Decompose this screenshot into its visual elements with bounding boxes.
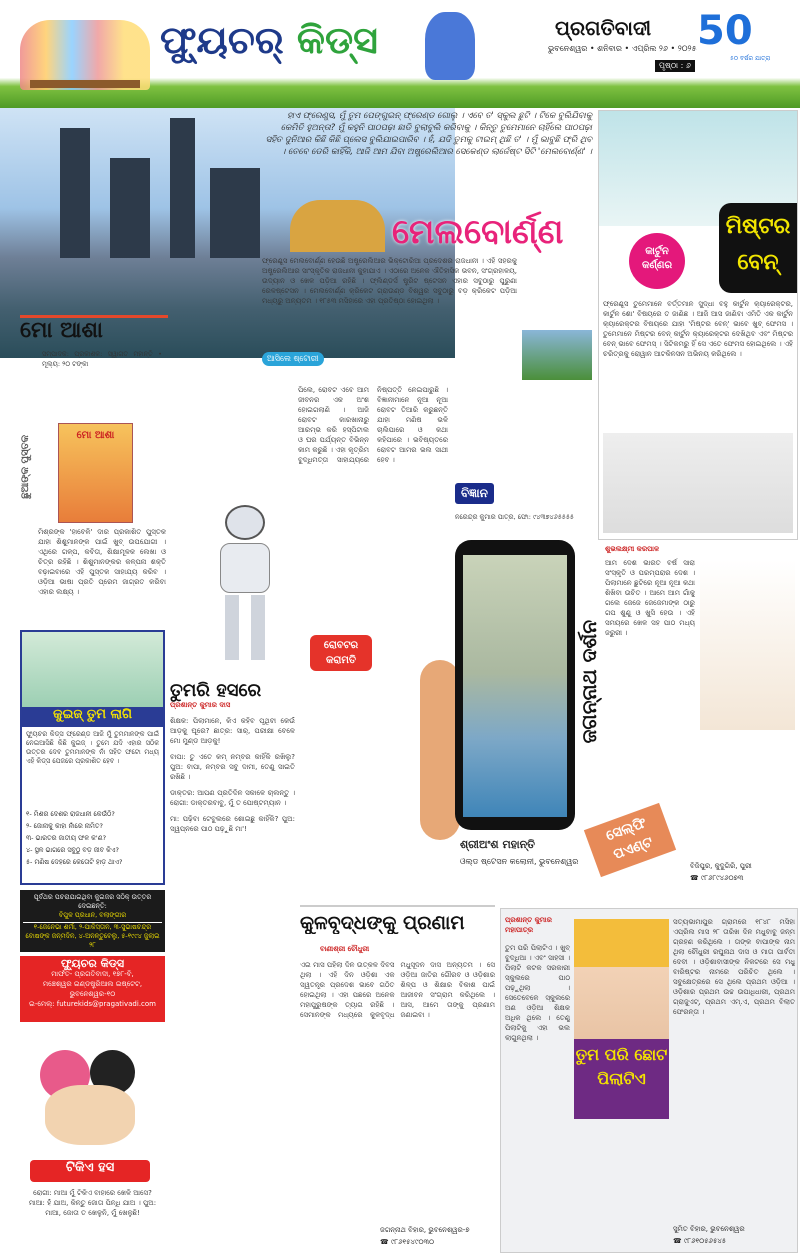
madhusudan-headline: ତୁମ ପରି ଛୋଟ ପିଲାଟିଏ <box>574 1039 669 1119</box>
drawing-address: ବିଜିପୁର, କୁଦୁଗିରି, ପୁରୀ <box>690 862 752 870</box>
building <box>210 168 260 258</box>
jokes-headline: ତୁମରି ହସରେ <box>170 680 262 701</box>
hand-illustration <box>420 660 460 840</box>
madhusudan-phone: ☎ ୯୮୬୧୦୫୬୫୪୫ <box>673 1237 727 1245</box>
divider <box>300 905 495 907</box>
science-author: ନରେନ୍ଦ୍ର କୁମାର ପାତ୍ର, ଫୋ: ୯୪୩୭୪୬୫୫୫୫ <box>455 513 574 521</box>
madhusudan-body-left: ତୁମ ପରି ପିଲାଟିଏ । ଖୁବ୍ ବୁଦ୍ଧିଆ । ଏବଂ ସାହସୀ । ପିଲାଟି କଟକ ସରକାରୀ ସ୍କୁଲରେ ପାଠ ପଢ଼ୁଥିଲା । ସେତେବେଳେ ସ୍କୁଲରେ ଅଣ ଓଡ଼ିଆ ଶିକ୍ଷକ ଅଧିକ ଥିଲେ । ତେଣୁ ପିଲାଟିକୁ ଏହା ଭଲ ଲାଗୁନଥିଲା । <box>505 944 570 1042</box>
cartoon-corner-badge: କାର୍ଟୁନ କର୍ଣ୍ଣର <box>629 233 685 289</box>
quiz-answers: ୧-ଜେନେଭା ଶର୍ମା, ୨-ପାକିସ୍ତାନ, ୩-ସୁଭାଷଚନ୍ଦ୍ର ବୋଷଙ୍କ ଜନ୍ମଦିନ, ୪-ଅନନ୍ତୁବେଲୁ, ୫-୧୯୯୪ ଜୁଲାଇ ୨୮ <box>23 922 162 950</box>
joke-item: ବାପା: ତୁ ଏତେ କମ୍ ନମ୍ବର କାହିଁକି ରଖିଲୁ? ପୁଅ: ବାପା, ନମ୍ବର ସବୁ ଦାମୀ, ତେଣୁ ସାଇତି ରଖିଛି । <box>170 753 295 781</box>
melbourne-body: ଫ୍ରେଣ୍ଡ୍ସ ମେଲବୋର୍ଣ୍ଣ ହେଉଛି ଅଷ୍ଟ୍ରେଲିଆର ଭିକ୍ଟୋରିଆ ପ୍ରଦେଶର ରାଜଧାନୀ । ଏହି ସହରକୁ ଅଷ୍ଟ୍ରେଲିଆର ସାଂସ୍କୃତିକ ରାଜଧାନୀ କୁହାଯାଏ । ଏଠାରେ ଅନେକ ଐତିହାସିକ ଭବନ, ସଂଗ୍ରହାଳୟ, ଉଦ୍ୟାନ ଓ ଖେଳ ପଡ଼ିଆ ରହିଛି । ଫ୍ଲିଣ୍ଡର୍ସ ଷ୍ଟ୍ରିଟ ଷ୍ଟେସନ ଏହାର ସବୁଠାରୁ ପୁରୁଣା ରେଳଷ୍ଟେସନ । ମେଲବୋର୍ଣ୍ଣ କ୍ରିକେଟ ଗ୍ରାଉଣ୍ଡ ବିଶ୍ୱର ସବୁଠାରୁ ବଡ଼ କ୍ରିକେଟ ପଡ଼ିଆ ମଧ୍ୟରୁ ଅନ୍ୟତମ । ୧୮୫୩ ମସିହାରେ ଏହା ପ୍ରତିଷ୍ଠା ହୋଇଥିଲା । <box>262 257 517 305</box>
story-badge: ଆସିଲେ ଷ୍ଟୋରୀ <box>262 352 324 366</box>
quiz-intro: ଫ୍ୟୁଚର କିଡ୍ସ ଫ୍ରେଣ୍ଡ ଆଜି ମୁଁ ତୁମମାନଙ୍କ ପାଇଁ ନେଇଆସିଛି କିଛି କୁଇଜ୍ । ତୁମେ ଯଦି ଏହାର ସଠିକ ଉତ୍ତର ଦେବ ତୁମମାନଙ୍କ ନାଁ ସହିତ ଫଟୋ ମଧ୍ୟ ଏହି କିଡ୍ସ ପେଜରେ ପ୍ରକାଶିତ ହେବ । <box>26 730 159 765</box>
mr-bean-body: ଫ୍ରେଣ୍ଡ୍ସ ତୁମେମାନେ ବର୍ତ୍ତମାନ ସୁଦ୍ଧା ବହୁ କାର୍ଟୁନ କ୍ୟାରେକ୍ଟର, କାର୍ଟୁନ ଶୋ' ବିଷୟରେ ତ ଜାଣିଛ । ଆଜି ଆସ ଜାଣିବା ଏମିତି ଏକ କାର୍ଟୁନ କ୍ୟାରେକ୍ଟର ବିଷୟରେ ଯାହା 'ମିଷ୍ଟର ବେନ୍' ଭାବେ ଖୁବ୍ ଫେମସ । ତୁମେମାନେ ମିଷ୍ଟର ବେନ୍ କାର୍ଟୁନ କ୍ୟାରେକ୍ଟର ଦେଖିଥିବ ଏବଂ ମିଷ୍ଟର ବେନ୍ ଭାବେ ଫେମସ୍ । ସିଟିକମରୁ ହିଁ ସେ ଏତେ ଫେମସ ହୋଇଥିଲେ । ଏହି ଚରିତ୍ରକୁ ରୋୱାନ ଆଟକିନସନ ଅଭିନୟ କରିଥିଲେ । <box>603 300 793 358</box>
quiz-question: ୧- ମିଶର ଦେଶର ରାଜଧାନୀ କେଉଁଠି? <box>26 810 115 818</box>
book-review-headline: ମୋ ଆଶା <box>20 315 168 345</box>
contact-title: ଫ୍ୟୁଚର କିଡ୍ସ <box>60 957 125 970</box>
anniversary-text: ୫୦ ବର୍ଷର ଯାତ୍ରା <box>730 55 771 62</box>
quiz-question: ୫- ମଣିଷ ଦେହରେ କେତୋଟି ହାଡ଼ ଥାଏ? <box>26 858 123 866</box>
joke-item: ଶିକ୍ଷକ: ପିଲାମାନେ, କିଏ କହିବ ପୃଥିବୀ କେଉଁ ଆଡ଼କୁ ଘୂରେ? ଛାତ୍ର: ସାର୍, ପରୀକ୍ଷା ବେଳେ ମୋ ମୁଣ୍ଡ ଆଡ଼କୁ! <box>170 717 295 745</box>
mr-bean-headline: ମିଷ୍ଟର ବେନ୍ <box>719 203 797 293</box>
science-label: ବିଜ୍ଞାନ <box>455 483 494 504</box>
selfie-point-badge: ସେଲ୍ଫି ପଏଣ୍ଟ <box>584 803 676 877</box>
robot-headline-badge: ରୋବଟର କରାମତି <box>310 635 372 671</box>
building <box>170 118 195 258</box>
madhusudan-section <box>500 908 798 1253</box>
anniversary-logo: 50 <box>697 8 753 54</box>
mr-bean-section <box>598 110 798 540</box>
quiz-question: ୪- ସ୍ଥଳ ଭାଗରେ ସବୁଠୁ ବଡ଼ ଜୀବ କିଏ? <box>26 846 119 854</box>
quiz-winner-box <box>20 890 165 952</box>
madhusudan-portrait <box>574 919 669 1039</box>
joke-item: ମା: ପଢ଼ିବା ଟେବୁଲରେ ଶୋଇଛୁ କାହିଁକି? ପୁଅ: ସ୍ୱପ୍ନରେ ପାଠ ପଢ଼ୁଛି ମା'! <box>170 815 295 833</box>
robot-body <box>220 543 270 593</box>
book-cover <box>58 423 133 523</box>
newspaper-name: ପ୍ରଗତିବାଦୀ <box>555 16 652 40</box>
page-number: ପୃଷ୍ଠା : ୬ <box>655 60 695 72</box>
quiz-image <box>22 632 163 707</box>
dateline: ଭୁବନେଶ୍ୱର • ଶନିବାର • ଏପ୍ରିଲ ୨୬ • ୨୦୨୫ <box>548 44 697 53</box>
faces <box>45 1085 135 1145</box>
contact-address-1: ମାର୍ଫତ- ପ୍ରଗତିବାଦୀ, ୧୭୮-ବି, <box>51 970 134 978</box>
book-cover-title: ମୋ ଆଶା <box>76 430 115 441</box>
bookshelf-illustration <box>30 80 140 88</box>
drawing-phone: ☎ ୯୮୬୮୯୪୬୦୭୩ <box>690 874 744 882</box>
winner-intro: ପୂର୍ବଥର ପଚରାଯାଇଥିବା କୁଇଜର ସଠିକ୍ ଉତ୍ତର ଦେଇଛନ୍ତି: <box>33 893 152 910</box>
kulabruddha-body: ଏଇ ମାସ ପହିଲା ଦିନ ଉତ୍କଳ ଦିବସ ଥିଲା । ଏହି ଦିନ ଓଡ଼ିଶା ଏକ ସ୍ୱତନ୍ତ୍ର ପ୍ରଦେଶ ଭାବେ ଗଠିତ ହୋଇଥିଲା । ଏହା ପଛରେ ଅନେକ ମହାପୁରୁଷଙ୍କ ତ୍ୟାଗ ରହିଛି । ସେମାନଙ୍କ ମଧ୍ୟରେ କୁଳବୃଦ୍ଧ ମଧୁସୂଦନ ଦାସ ଅନ୍ୟତମ । ସେ ଓଡ଼ିଆ ଜାତିର ଗୌରବ ଓ ଓଡ଼ିଶାର ଶିଳ୍ପ ଓ ଶିକ୍ଷାର ବିକାଶ ପାଇଁ ଆଜୀବନ ସଂଗ୍ରାମ କରିଥିଲେ । ଆସ, ଆମେ ତାଙ୍କୁ ପ୍ରଣାମ ଜଣାଇବା । <box>300 961 495 1019</box>
book-side-label: ଛୁଆଙ୍କ ପୁସ୍ତକ <box>20 435 31 499</box>
kulabruddha-address: ଜଗନ୍ନାଥ ବିହାର, ଭୁବନେଶ୍ୱର-୭ <box>380 1226 470 1234</box>
robot-leg <box>225 595 239 660</box>
science-body: ପିଲେ, ରୋବଟ ଏବେ ଆମ ଜୀବନର ଏକ ଅଂଶ ହୋଇଗଲାଣି । ଆଜି ରୋବଟ କାରଖାନାରୁ ଆରମ୍ଭ କରି ହସ୍ପିଟାଲ ଓ ଘର ପର୍ଯ୍ୟନ୍ତ ବିଭିନ୍ନ କାମ କରୁଛି । ଏହା କୃତ୍ରିମ ବୁଦ୍ଧିମତ୍ତା ସାହାଯ୍ୟରେ ନିଷ୍ପତ୍ତି ନେଇପାରୁଛି । ବିଜ୍ଞାନୀମାନେ ନୂଆ ନୂଆ ରୋବଟ ତିଆରି କରୁଛନ୍ତି ଯାହା ମଣିଷ ଭଳି ଚାଲିପାରେ ଓ କଥା କହିପାରେ । ଭବିଷ୍ୟତରେ ରୋବଟ ଆମର ଭଲ ସାଥୀ ହେବ । <box>298 386 448 464</box>
contact-box <box>20 956 165 1022</box>
logo-part2: କିଡ୍ସ <box>296 18 378 62</box>
book-review-body: ମିଶ୍ରଙ୍କ 'ହାବେଳି' ଦାର ପ୍ରକାଶିତ ପୁସ୍ତକ ଯାହା ଶିଶୁମାନଙ୍କ ପାଇଁ ଖୁବ୍ ଉପଯୋଗୀ । ଏଥିରେ ଗଳ୍ପ, କବିତା, ଶିକ୍ଷାମୂଳକ ଲେଖା ଓ ଚିତ୍ର ରହିଛି । ଶିଶୁମାନଙ୍କର କଳ୍ପନା ଶକ୍ତି ବଢ଼ାଇବାରେ ଏହି ପୁସ୍ତକ ସାହାଯ୍ୟ କରିବ । ଓଡ଼ିଆ ଭାଷା ପ୍ରତି ପ୍ରେମ ଜାଗ୍ରତ କରିବା ଏହାର ଲକ୍ଷ୍ୟ । <box>38 528 166 596</box>
quiz-headline: କୁଇଜ୍ ତୁମ ଲାଗି <box>22 707 163 727</box>
tiki-hasa-body: ରୋଗୀ: ମାଆ ମୁଁ ଟିକିଏ ବାହାରେ ଖେଳି ଆସେ? ମାଆ: ହଁ ଯାଅ, କିନ୍ତୁ ଜୋତା ପିନ୍ଧି ଯାଅ । ପୁଅ: ମାଆ, ଜୋତା ତ ଖେଳୁନି, ମୁଁ ଖେଳୁଛି! <box>28 1189 157 1217</box>
drawing-byline: ଶୁଭଲକ୍ଷ୍ମୀ କରପାଳ <box>605 545 660 553</box>
kulabruddha-phone: ☎ ୯୮୬୧୫୪୯୦୩୦ <box>380 1238 435 1246</box>
quiz-question: ୩- ଭାରତର ଜାତୀୟ ଫଳ କ'ଣ? <box>26 834 107 842</box>
building <box>110 158 150 258</box>
child-name: ଶ୍ରୀଅଂଶ ମହାନ୍ତି <box>460 838 536 851</box>
child-photo <box>463 555 567 817</box>
madhusudan-address: ସୁମିତ ବିହାର, ଭୁବନେଶ୍ୱର <box>673 1225 745 1233</box>
tiki-hasa-headline: ଟିକିଏ ହସ <box>30 1160 150 1182</box>
flinders-station-image <box>290 200 385 252</box>
cricket-ground-image <box>522 330 592 380</box>
robot-leg <box>251 595 265 660</box>
winner-name: ବିପୁଳ ପ୍ରଧାନ, ବଲାଙ୍ଗୀର <box>58 911 127 919</box>
kulabruddha-byline: ବାଣୀଶ୍ରୀ ଚୌଧୁରୀ <box>320 945 370 953</box>
melbourne-headline: ମେଲବୋର୍ଣ୍ଣ <box>392 212 564 252</box>
quiz-questions <box>26 808 159 868</box>
section-logo <box>160 18 378 63</box>
madhusudan-byline: ପ୍ରଶାନ୍ତ କୁମାର ମହାପାତ୍ର <box>505 916 552 934</box>
jokes-byline: ପ୍ରଶାନ୍ତ କୁମାର ଦାସ <box>170 701 231 709</box>
robot-image <box>200 505 290 665</box>
madhusudan-body-right: ସତ୍ୟଭାମାପୁର ଗ୍ରାମରେ ୧୮୪୮ ମସିହା ଏପ୍ରିଲ ମାସ ୨୮ ତାରିଖ ଦିନ ମଧୁବାବୁ ଜନ୍ମ ଗ୍ରହଣ କରିଥିଲେ । ତାଙ୍କ ବାପାଙ୍କ ନାମ ଥିଲା ଚୌଧୁରୀ ରଘୁନାଥ ଦାସ ଓ ମାତା ପାର୍ବତୀ ଦେବୀ । ଓଡ଼ିଶାବାସୀଙ୍କ ନିକଟରେ ସେ ମଧୁ ବାରିଷ୍ଟର ନାମରେ ପରିଚିତ ଥିଲେ । ସବୁକ୍ଷେତ୍ରରେ ସେ ଥିଲେ ପ୍ରଥମ ଓଡ଼ିଆ । ଓଡ଼ିଶାର ପ୍ରଥମ ଉଚ୍ଚ ଉପାଧିଧାରୀ, ପ୍ରଥମ ଗ୍ରାଜୁଏଟ୍, ପ୍ରଥମ ଏମ୍.ଏ, ପ୍ରଥମ ବିଲାତ ଫେରନ୍ତା । <box>673 918 795 1016</box>
book-meta: ସମ୍ପାଦକ: ପ୍ରକାଶକ: ସ୍ୱାଗତ ମହାନ୍ତି • ମୂଲ୍ୟ: ୨୦ ଟଙ୍କା <box>42 350 162 368</box>
contact-email[interactable]: ଇ-ମେଲ୍: futurekids@pragativadi.com <box>29 1000 156 1008</box>
minnie-mickey-image <box>30 1040 150 1150</box>
building <box>60 128 90 258</box>
logo-part1: ଫ୍ୟୁଚର୍ <box>160 18 284 62</box>
kulabruddha-headline: କୁଳବୃଦ୍ଧଙ୍କୁ ପ୍ରଣାମ <box>300 912 465 934</box>
book-review-section <box>20 315 168 620</box>
robot-head <box>225 505 265 540</box>
quiz-question: ୨- ଜୋନାକୁ କାହା ନାଁରେ ନାମିତ? <box>26 822 103 830</box>
drawing-body: ଆମ ଦେଶ ଭାରତ ବର୍ଷ ସାରା ସଂସ୍କୃତି ଓ ପରମ୍ପରାର ଦେଶ । ପିଲାମାନେ ଛୁଟିରେ ନୂଆ ନୂଆ କଥା ଶିଖିବା ଉଚିତ । ଆମେ ଆମ ଗାଁକୁ ଗଲେ ଜେଜେ ଜେଜେମାଙ୍କ ଠାରୁ ଗପ ଶୁଣୁ ଓ ଖୁସି ହେଉ । ଏହି ସମୟରେ ଖେଳ ସହ ପାଠ ମଧ୍ୟ ଜରୁରୀ । <box>605 559 695 637</box>
quiz-section <box>20 630 165 885</box>
joke-item: ଡାକ୍ତର: ଆପଣ ପ୍ରତିଦିନ ସକାଳେ ଚାଲନ୍ତୁ । ରୋଗୀ: ଡାକ୍ତରବାବୁ, ମୁଁ ତ ପୋଷ୍ଟମ୍ୟାନ । <box>170 789 295 807</box>
intro-text: ହାଏ ଫ୍ରେଣ୍ଡ୍ସ, ମୁଁ ତୁମ ପେଙ୍ଗୁଇନ୍ ଫ୍ରେଣ୍ଡ ଗୋଲୁ । ଏବେ ତ' ସ୍କୁଲ ଛୁଟି । ଟିକେ ବୁଲିଯିବାକୁ କେମିତି ହୁଅନ୍ତା? ମୁଁ କହୁନି ପାଠପଢ଼ା ଛାଡି ବୁଲାବୁଲି କରିବାକୁ । କିନ୍ତୁ ତୁମେମାନେ ଚାହିଁଲେ ପାଠପଢ଼ା ସହିତ ଦୁନିଆର କିଛି କିଛି ପ୍ଲେସ ବୁଲିଯାଇପାରିବ । ହଁ, ଯଦି ତୁମକୁ ଟାଇମ୍ ଥିଛି ତ' । ମୁଁ ଭାବୁଛି ଫ୍ରି ଥିବ । ତେବେ ଡେରି କାହିଁକି, ଆଜି ଆମ ଯିବା ଅଷ୍ଟ୍ରେଲିଆର ସେକେଣ୍ଡ ଲାର୍ଜେଷ୍ଟ ସିଟି 'ମେଲବୋର୍ଣ୍ଣ' । <box>265 111 592 157</box>
jokes-section <box>170 680 295 834</box>
masthead <box>0 0 800 108</box>
cartoon-illustration <box>700 560 795 730</box>
mr-bean-illustration <box>603 433 793 533</box>
elephant-illustration <box>425 12 475 80</box>
child-address: ଓଲ୍ଡ ଷ୍ଟେସନ କଲୋନୀ, ଭୁବନେଶ୍ୱର <box>460 857 579 866</box>
drawing-vertical-label: ଜଗନ୍ନାଥ ଦର୍ଶନ <box>577 620 601 744</box>
contact-address-2: ମଞ୍ଚେଶ୍ୱର ଇଣ୍ଡଷ୍ଟ୍ରିଆଲ ଇଷ୍ଟେଟ, ଭୁବନେଶ୍ୱର-୧୦ <box>42 980 143 998</box>
